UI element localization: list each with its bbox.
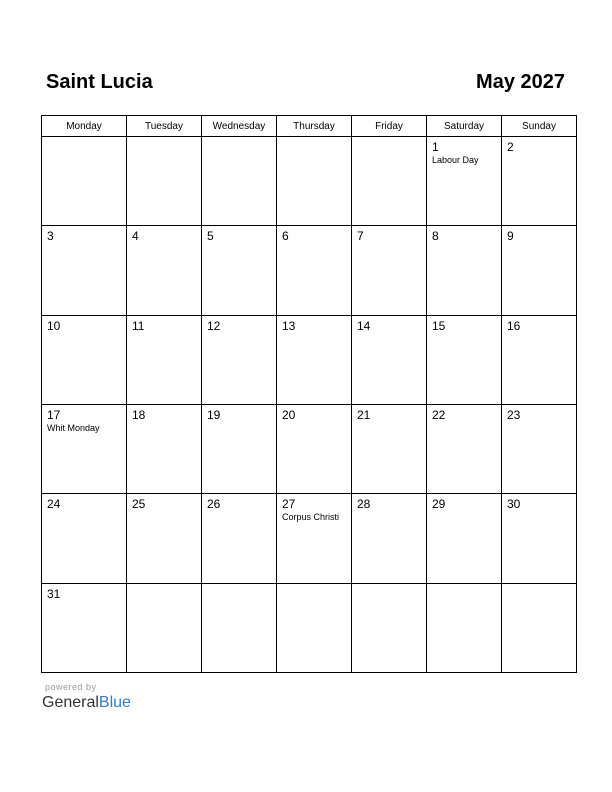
calendar-day-cell bbox=[427, 583, 502, 672]
day-number bbox=[202, 584, 276, 588]
calendar-day-cell bbox=[427, 404, 502, 493]
calendar-day-cell bbox=[127, 404, 202, 493]
calendar-day-cell bbox=[427, 226, 502, 315]
calendar-day-cell bbox=[202, 583, 277, 672]
calendar-day-cell bbox=[202, 226, 277, 315]
day-number bbox=[502, 584, 576, 588]
day-number: 31 bbox=[47, 586, 61, 601]
calendar-day-cell bbox=[277, 315, 352, 404]
calendar-grid bbox=[41, 115, 577, 673]
powered-by-label: powered by bbox=[45, 682, 97, 692]
day-number: 15 bbox=[432, 318, 446, 333]
day-number: 16 bbox=[507, 318, 521, 333]
calendar-day-cell bbox=[277, 404, 352, 493]
weekday-monday: Monday bbox=[42, 116, 127, 137]
holiday-label: Corpus Christi bbox=[282, 512, 340, 523]
calendar-day-cell bbox=[42, 137, 127, 226]
calendar-week-row bbox=[42, 583, 577, 672]
calendar-day-cell bbox=[42, 226, 127, 315]
day-number bbox=[127, 584, 201, 588]
month-year-title: May 2027 bbox=[476, 71, 565, 93]
day-number bbox=[42, 137, 126, 141]
calendar-day-cell bbox=[127, 494, 202, 583]
calendar-day-cell bbox=[42, 404, 127, 493]
calendar-day-cell bbox=[127, 226, 202, 315]
day-number: 18 bbox=[132, 407, 146, 422]
calendar-day-cell bbox=[277, 583, 352, 672]
weekday-thursday: Thursday bbox=[277, 116, 352, 137]
calendar-week-row bbox=[42, 315, 577, 404]
brand-part-general: General bbox=[42, 694, 99, 711]
day-number: 17 bbox=[47, 407, 61, 422]
day-number: 2 bbox=[507, 140, 514, 154]
day-number bbox=[202, 137, 276, 141]
day-number: 1 bbox=[432, 140, 439, 154]
calendar-day-cell bbox=[277, 137, 352, 226]
day-number bbox=[277, 137, 351, 141]
calendar-day-cell bbox=[127, 583, 202, 672]
calendar-day-cell bbox=[352, 137, 427, 226]
day-number: 23 bbox=[507, 407, 521, 422]
day-number: 21 bbox=[357, 407, 371, 422]
day-number: 3 bbox=[47, 229, 54, 244]
calendar-day-cell bbox=[427, 315, 502, 404]
calendar-day-cell bbox=[202, 404, 277, 493]
calendar-day-cell bbox=[502, 404, 577, 493]
calendar-day-cell bbox=[42, 583, 127, 672]
day-number: 4 bbox=[132, 229, 139, 244]
day-number: 30 bbox=[507, 497, 521, 512]
weekday-tuesday: Tuesday bbox=[127, 116, 202, 137]
day-number: 28 bbox=[357, 497, 371, 512]
calendar-day-cell bbox=[502, 494, 577, 583]
calendar-day-cell bbox=[277, 494, 352, 583]
calendar-day-cell bbox=[42, 315, 127, 404]
calendar-day-cell bbox=[502, 137, 577, 226]
day-number: 20 bbox=[282, 407, 296, 422]
day-number: 29 bbox=[432, 497, 446, 512]
holiday-label: Whit Monday bbox=[47, 422, 100, 433]
calendar-day-cell bbox=[502, 226, 577, 315]
calendar-week-row bbox=[42, 137, 577, 226]
calendar-day-cell bbox=[352, 583, 427, 672]
calendar-day-cell bbox=[202, 315, 277, 404]
day-number bbox=[277, 584, 351, 588]
day-number: 9 bbox=[507, 229, 514, 244]
day-number: 25 bbox=[132, 497, 146, 512]
calendar-day-cell bbox=[502, 583, 577, 672]
weekday-friday: Friday bbox=[352, 116, 427, 137]
calendar-day-cell bbox=[202, 494, 277, 583]
day-number: 5 bbox=[207, 229, 214, 244]
day-number: 11 bbox=[132, 318, 145, 333]
weekday-saturday: Saturday bbox=[427, 116, 502, 137]
day-number bbox=[352, 584, 426, 588]
generalblue-logo bbox=[42, 694, 131, 712]
calendar-week-row bbox=[42, 404, 577, 493]
weekday-sunday: Sunday bbox=[502, 116, 577, 137]
calendar-day-cell bbox=[42, 494, 127, 583]
day-number: 24 bbox=[47, 497, 61, 512]
day-number: 22 bbox=[432, 407, 446, 422]
day-number bbox=[352, 137, 426, 141]
day-number: 6 bbox=[282, 229, 289, 244]
day-number bbox=[127, 137, 201, 141]
day-number: 19 bbox=[207, 407, 221, 422]
calendar-body bbox=[42, 137, 577, 673]
country-title: Saint Lucia bbox=[46, 71, 153, 93]
day-number: 7 bbox=[357, 229, 364, 244]
calendar-day-cell bbox=[352, 404, 427, 493]
weekday-wednesday: Wednesday bbox=[202, 116, 277, 137]
weekday-header-row bbox=[42, 116, 577, 137]
calendar-week-row bbox=[42, 494, 577, 583]
brand-part-blue: Blue bbox=[98, 694, 131, 711]
day-number: 8 bbox=[432, 229, 439, 244]
day-number: 13 bbox=[282, 318, 296, 333]
day-number: 14 bbox=[357, 318, 371, 333]
calendar-week-row bbox=[42, 226, 577, 315]
calendar-day-cell bbox=[352, 315, 427, 404]
day-number bbox=[427, 584, 501, 588]
calendar-day-cell bbox=[352, 494, 427, 583]
holiday-label: Labour Day bbox=[432, 155, 479, 165]
calendar-day-cell bbox=[502, 315, 577, 404]
day-number: 26 bbox=[207, 497, 221, 512]
day-number: 10 bbox=[47, 318, 61, 333]
day-number: 12 bbox=[207, 318, 221, 333]
calendar-day-cell bbox=[352, 226, 427, 315]
calendar-day-cell bbox=[127, 315, 202, 404]
calendar-day-cell bbox=[427, 137, 502, 226]
calendar-day-cell bbox=[427, 494, 502, 583]
calendar-day-cell bbox=[202, 137, 277, 226]
calendar-day-cell bbox=[277, 226, 352, 315]
day-number: 27 bbox=[282, 497, 296, 512]
calendar-day-cell bbox=[127, 137, 202, 226]
